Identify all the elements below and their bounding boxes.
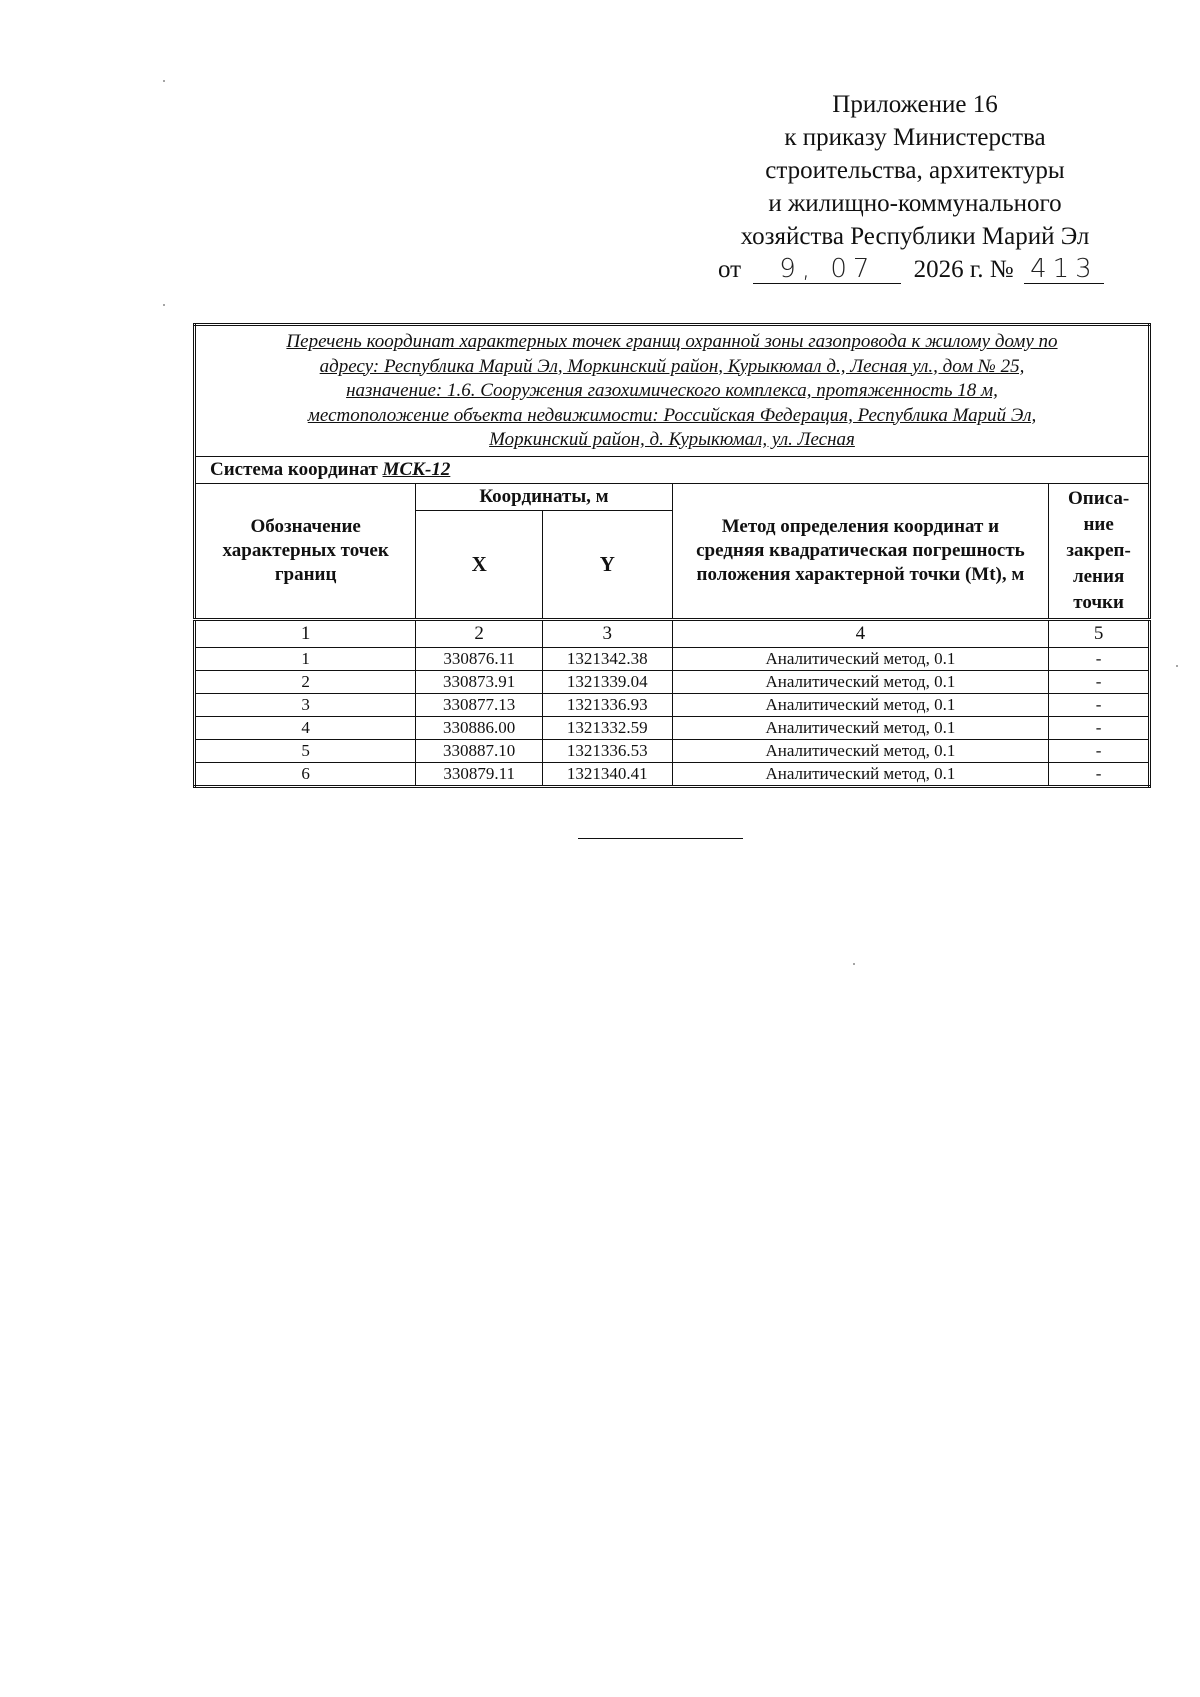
ministry-line-3: хозяйства Республики Марий Эл (740, 223, 1090, 250)
y-cell: 1321336.93 (542, 693, 672, 716)
caption-line: местоположение объекта недвижимости: Российская Федерация, Республика Марий Эл, (307, 404, 1037, 426)
point-cell: 2 (195, 670, 416, 693)
ministry-line-2: и жилищно-коммунального (768, 190, 1062, 217)
y-cell: 1321332.59 (542, 716, 672, 739)
caption-line: Моркинский район, д. Курыкюмал, ул. Лесная (489, 429, 855, 450)
x-cell: 330877.13 (416, 693, 543, 716)
column-number: 4 (672, 619, 1049, 647)
description-cell: - (1049, 647, 1150, 670)
x-cell: 330873.91 (416, 670, 543, 693)
ministry-line-1: строительства, архитектуры (765, 157, 1065, 184)
point-cell: 3 (195, 693, 416, 716)
y-header: Y (542, 511, 672, 619)
column-number-row (195, 619, 1150, 647)
date-prefix: от (718, 256, 742, 283)
year-and-number-label: 2026 г. № (913, 256, 1014, 283)
scan-speck (1176, 665, 1178, 667)
method-header: Метод определения координат и средняя квадратическая погрешность положения характерной точки (Mt), м (672, 483, 1049, 619)
point-cell: 1 (195, 647, 416, 670)
coordinates-table (193, 323, 1151, 788)
caption-row (195, 325, 1150, 457)
method-cell: Аналитический метод, 0.1 (672, 693, 1049, 716)
table-row (195, 693, 1150, 716)
handwritten-order-number: 413 (1024, 255, 1104, 284)
description-header-line: точки (1073, 591, 1124, 613)
table-caption (195, 325, 1150, 457)
order-reference-line: к приказу Министерства (784, 124, 1046, 151)
scan-speck (163, 80, 165, 82)
method-cell: Аналитический метод, 0.1 (672, 647, 1049, 670)
y-cell: 1321340.41 (542, 762, 672, 786)
description-header-line: Описа- (1068, 487, 1130, 509)
column-number: 3 (542, 619, 672, 647)
method-cell: Аналитический метод, 0.1 (672, 716, 1049, 739)
description-cell: - (1049, 670, 1150, 693)
x-cell: 330886.00 (416, 716, 543, 739)
table-row (195, 762, 1150, 786)
column-number: 1 (195, 619, 416, 647)
table-row (195, 739, 1150, 762)
coordinates-header: Координаты, м (416, 483, 672, 511)
x-cell: 330876.11 (416, 647, 543, 670)
table-row (195, 647, 1150, 670)
method-cell: Аналитический метод, 0.1 (672, 762, 1049, 786)
scan-speck (853, 963, 855, 965)
handwritten-date: 9, 07 (753, 255, 901, 284)
end-of-document-rule (578, 838, 743, 839)
point-cell: 6 (195, 762, 416, 786)
y-cell: 1321336.53 (542, 739, 672, 762)
table-row (195, 670, 1150, 693)
caption-line: назначение: 1.6. Сооружения газохимического комплекса, протяженность 18 м, (346, 380, 998, 401)
coordinate-system-label: Система координат (210, 458, 378, 480)
x-header: X (416, 511, 543, 619)
method-cell: Аналитический метод, 0.1 (672, 739, 1049, 762)
order-date-line (690, 253, 1140, 286)
coordinate-system-cell (195, 456, 1150, 483)
table-row (195, 716, 1150, 739)
description-cell: - (1049, 762, 1150, 786)
header-row-1 (195, 483, 1150, 511)
y-cell: 1321342.38 (542, 647, 672, 670)
description-cell: - (1049, 739, 1150, 762)
description-cell: - (1049, 693, 1150, 716)
description-header-line: ние (1083, 513, 1114, 535)
caption-line: адресу: Республика Марий Эл, Моркинский район, Курыкюмал д., Лесная ул., дом № 25, (319, 355, 1025, 377)
y-cell: 1321339.04 (542, 670, 672, 693)
description-cell: - (1049, 716, 1150, 739)
coordinate-system-value: МСК-12 (382, 458, 451, 480)
method-cell: Аналитический метод, 0.1 (672, 670, 1049, 693)
point-cell: 5 (195, 739, 416, 762)
coordinate-system-row (195, 456, 1150, 483)
scan-speck (163, 304, 165, 306)
appendix-header (690, 88, 1140, 286)
description-header-line: закреп- (1066, 539, 1131, 561)
x-cell: 330887.10 (416, 739, 543, 762)
description-header-line: ления (1072, 565, 1125, 587)
appendix-title: Приложение 16 (832, 91, 998, 118)
description-header (1049, 483, 1150, 619)
x-cell: 330879.11 (416, 762, 543, 786)
caption-line: Перечень координат характерных точек границ охранной зоны газопровода к жилому дому по (286, 331, 1058, 352)
point-cell: 4 (195, 716, 416, 739)
column-number: 2 (416, 619, 543, 647)
column-number: 5 (1049, 619, 1150, 647)
designation-header: Обозначение характерных точек границ (195, 483, 416, 619)
